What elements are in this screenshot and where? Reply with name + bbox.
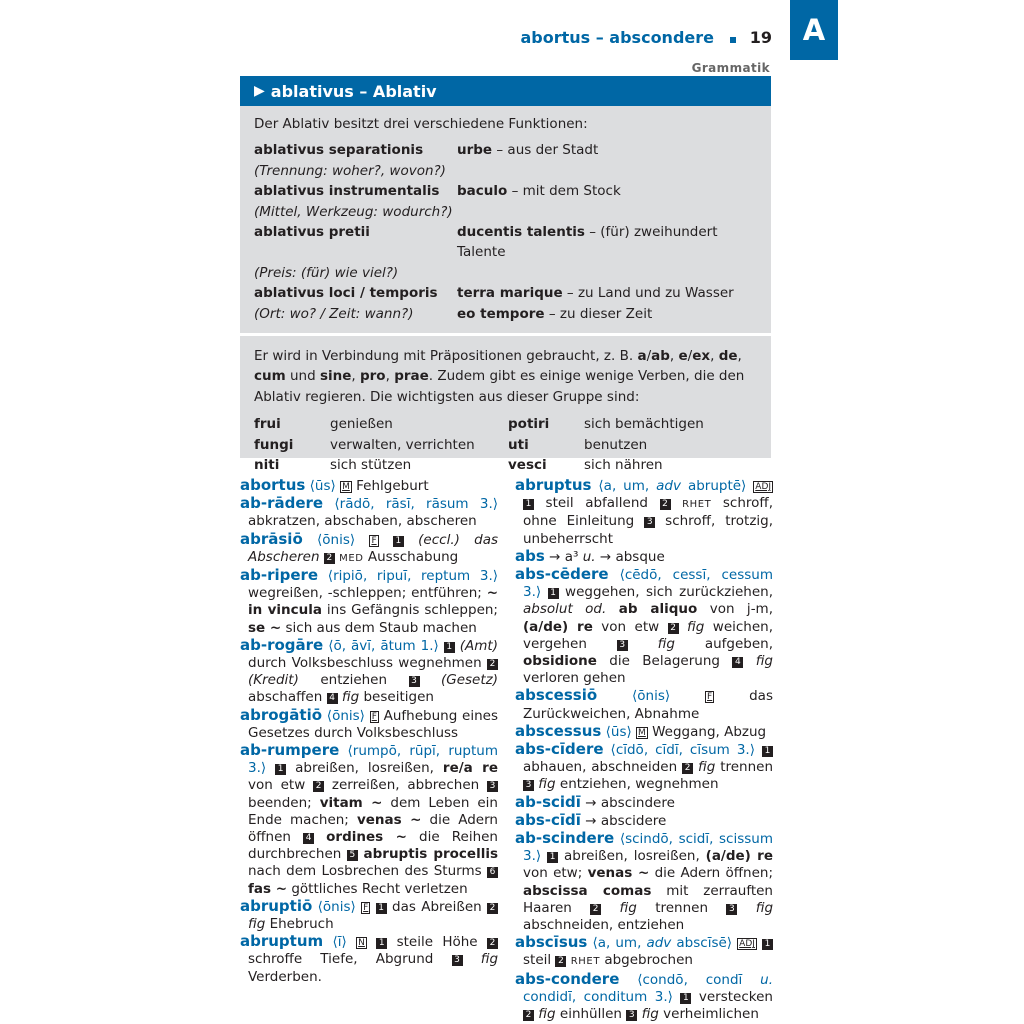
grammar-box (240, 76, 771, 474)
entry-abscisus: abscīsus ⟨a, um, adv abscīsē⟩ ADJ 1 steil 2 RHET abgebrochen (515, 934, 773, 970)
letter-tab[interactable]: A (790, 0, 838, 60)
box-divider (240, 333, 771, 336)
verb-latin: vesci (508, 457, 547, 474)
entry-abripere: ab-ripere ⟨ripiō, ripuī, reptum 3.⟩ wegreißen, -schleppen; entführen; ~ in vincula ins Gefängnis schleppen; se ~ sich aus dem Staub machen (240, 566, 499, 636)
entry-abrogare: ab-rogāre ⟨ō, āvī, ātum 1.⟩ 1 (Amt) durch Volksbeschluss wegnehmen 2 (Kredit) entziehen 3 (Gesetz) abschaffen 4 fig beseitigen (240, 635, 499, 706)
verb-german: sich stützen (330, 457, 412, 474)
entries-right-column (515, 477, 773, 1023)
entry-abscondere: abs-condere ⟨condō, condī u. condidī, conditum 3.⟩ 1 verstecken 2 fig einhüllen 3 fig verheimlichen (515, 969, 773, 1023)
entries-left-column (240, 477, 498, 986)
entry-abscessus: abscessus ⟨ūs⟩ M Weggang, Abzug (515, 721, 767, 740)
function-name: ablativus separationis (254, 142, 424, 159)
function-example: terra marique – zu Land und zu Wasser (457, 285, 734, 302)
function-name: ablativus pretii (254, 224, 370, 241)
verb-german: genießen (330, 416, 393, 433)
triangle-icon: ▶ (254, 83, 265, 99)
function-name: ablativus instrumentalis (254, 183, 440, 200)
entry-abscedere: abs-cēdere ⟨cēdō, cessī, cessum 3.⟩ 1 weggehen, sich zurückziehen, absolut od. ab aliquo von j-m, (a/de) re von etw 2 fig weichen, vergehen 3 fig aufgeben, obsidione die Belagerung 4 fig verloren gehen (515, 565, 774, 687)
grammar-box-title: ablativus – Ablativ (270, 81, 437, 101)
entry-abscindere: ab-scindere ⟨scindō, scidī, scissum 3.⟩ 1 abreißen, losreißen, (a/de) re von etw; venas ~ die Adern öffnen; abscissa comas mit zerrauften Haaren 2 fig trennen 3 fig abschneiden, entziehen (515, 829, 774, 934)
verb-list (254, 414, 757, 475)
entry-abscessio: abscessiō ⟨ōnis⟩ F das Zurückweichen, Abnahme (515, 686, 773, 722)
entry-abruptum: abruptum ⟨ī⟩ N 1 steile Höhe 2 schroffe Tiefe, Abgrund 3 fig Verderben. (240, 932, 499, 985)
verb-latin: niti (254, 457, 280, 474)
verb-latin: potiri (508, 416, 550, 433)
verb-latin: fungi (254, 436, 294, 453)
function-example: baculo – mit dem Stock (457, 183, 621, 200)
entry-abrogatio: abrogātiō ⟨ōnis⟩ F Aufhebung eines Gesetzes durch Volksbeschluss (240, 705, 498, 741)
grammar-box-header (240, 76, 771, 106)
grammar-intro: Der Ablativ besitzt drei verschiedene Funktionen: (254, 116, 588, 132)
entry-abs-cidi: abs-cīdī → abscidere (515, 810, 667, 829)
verb-german: sich bemächtigen (584, 416, 704, 433)
function-example: eo tempore – zu dieser Zeit (457, 305, 653, 322)
header-range: abortus – abscondere (520, 28, 714, 47)
entry-abruptio: abruptiō ⟨ōnis⟩ F 1 das Abreißen 2 fig Ehebruch (240, 898, 498, 933)
grammar-box-body (240, 106, 771, 476)
function-hint: (Trennung: woher?, wovon?) (254, 162, 446, 179)
entry-abrumpere: ab-rumpere ⟨rumpō, rūpī, ruptum 3.⟩ 1 abreißen, losreißen, re/a re von etw 2 zerreißen, abbrechen 3 beenden; vitam ~ dem Leben ein Ende machen; venas ~ die Adern öffnen 4 ordines ~ die Reihen durchbrechen 5 abruptis procellis nach dem Losbrechen des Sturms 6 fas ~ göttliches Recht verletzen (240, 741, 499, 897)
entry-abs: abs → a³ u. → absque (515, 546, 665, 565)
entry-abradere: ab-rādere ⟨rādō, rāsī, rāsum 3.⟩ abkratzen, abschaben, abscheren (240, 494, 498, 530)
running-header (240, 28, 772, 52)
function-hint: (Preis: (für) wie viel?) (254, 264, 399, 281)
verb-german: verwalten, verrichten (330, 436, 475, 453)
ablative-functions (254, 140, 757, 324)
entry-ab-scidi: ab-scidī → abscindere (515, 792, 675, 811)
verb-latin: frui (254, 416, 281, 433)
entry-abrasio: abrāsiō ⟨ōnis⟩ F 1 (eccl.) das Abscheren 2 MED Ausschabung (240, 529, 499, 565)
verb-latin: uti (508, 436, 529, 453)
entry-abruptus: abruptus ⟨a, um, adv abruptē⟩ ADJ 1 steil abfallend 2 RHET schroff, ohne Einleitung 3 schroff, trotzig, unbeherrscht (515, 476, 774, 547)
function-name: ablativus loci / temporis (254, 285, 438, 302)
grammar-label: Grammatik (691, 61, 770, 75)
function-example: ducentis talentis – (für) zweihundert Talente (457, 224, 718, 261)
verb-german: sich nähren (584, 457, 663, 474)
preposition-text: Er wird in Verbindung mit Präpositionen gebraucht, z. B. a/ab, e/ex, de, cum und sine, pro, prae. Zudem gibt es einige wenige Verben, die den Ablativ regieren. Die wichtigsten aus dieser Gruppe sind: (254, 348, 745, 405)
function-hint: (Ort: wo? / Zeit: wann?) (254, 305, 414, 322)
function-hint: (Mittel, Werkzeug: wodurch?) (254, 203, 453, 220)
entry-abortus: abortus ⟨ūs⟩ M Fehlgeburt (240, 476, 429, 494)
function-example: urbe – aus der Stadt (457, 142, 599, 159)
page-number: 19 (749, 28, 772, 47)
header-separator (730, 37, 736, 43)
verb-german: benutzen (584, 436, 648, 453)
entry-abscidere: abs-cīdere ⟨cīdō, cīdī, cīsum 3.⟩ 1 abhauen, abschneiden 2 fig trennen 3 fig entziehen, wegnehmen (515, 740, 774, 793)
